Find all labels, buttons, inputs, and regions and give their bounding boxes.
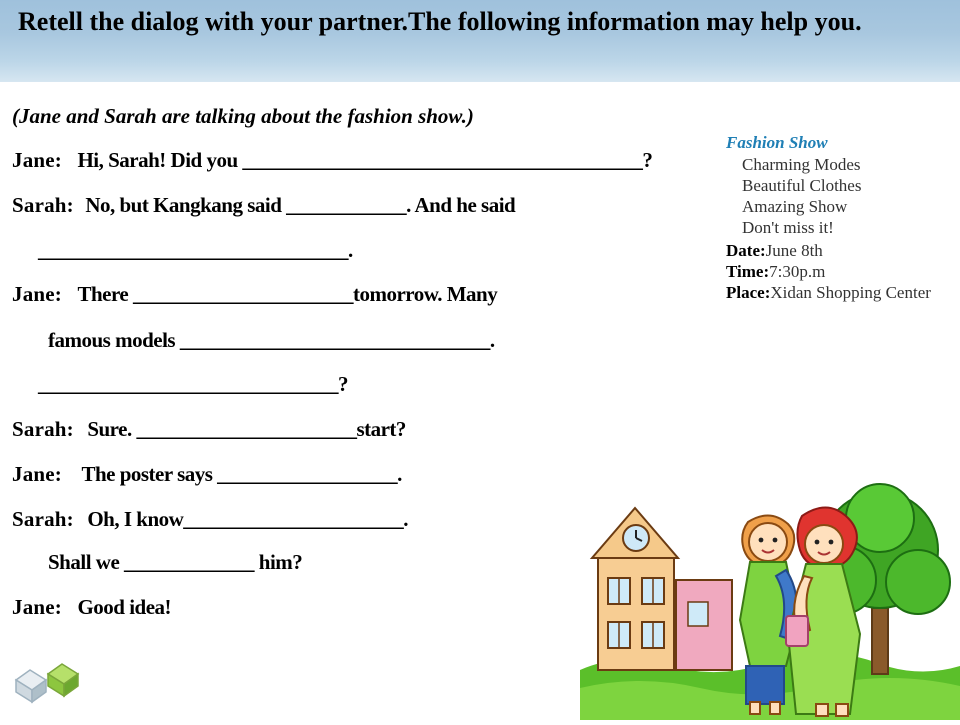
dialog-text: Sure. ______________________start? xyxy=(87,417,406,441)
fashion-show-poster xyxy=(726,132,944,303)
list-item: Charming Modes xyxy=(742,155,861,174)
poster-field-time xyxy=(726,261,944,282)
stage-direction: (Jane and Sarah are talking about the fashion show.) xyxy=(12,104,474,128)
dialog-speaker: Jane: xyxy=(12,595,62,619)
dialog-line xyxy=(12,595,171,620)
dialog-line xyxy=(12,282,497,307)
dialog-speaker: Jane: xyxy=(12,148,62,172)
poster-field-value: June 8th xyxy=(765,241,823,260)
dialog-speaker: Jane: xyxy=(12,462,62,486)
dialog-line xyxy=(12,462,402,487)
house-shape xyxy=(592,508,732,670)
dialog-text: Good idea! xyxy=(77,595,172,619)
dialog-speaker: Sarah: xyxy=(12,417,74,441)
dialog-line xyxy=(12,507,408,532)
poster-field-value: Xidan Shopping Center xyxy=(770,283,931,302)
page-title: Retell the dialog with your partner.The following information may help you. xyxy=(18,7,862,36)
dialog-speaker: Sarah: xyxy=(12,193,74,217)
poster-title: Fashion Show xyxy=(726,133,828,152)
dialog-text: No, but Kangkang said ____________. And he said xyxy=(85,193,516,217)
dialog-line xyxy=(48,550,302,575)
dialog-text: ______________________________? xyxy=(38,372,348,396)
poster-field-label: Time: xyxy=(726,262,770,281)
list-item: Don't miss it! xyxy=(742,218,834,237)
dialog-text: The poster says __________________. xyxy=(81,462,402,486)
list-item: Amazing Show xyxy=(742,197,848,216)
dialog-text: Oh, I know______________________. xyxy=(87,507,409,531)
illustration-two-girls-house xyxy=(580,430,960,720)
logo-svg xyxy=(8,646,84,708)
poster-field-place xyxy=(726,282,944,303)
dialog-line xyxy=(48,328,495,353)
dialog-line xyxy=(38,372,348,397)
poster-field-value: 7:30p.m xyxy=(769,262,826,281)
dialog-speaker: Jane: xyxy=(12,282,62,306)
dialog-line xyxy=(12,193,515,218)
slide-header xyxy=(0,0,960,82)
girl-right-figure xyxy=(786,507,860,716)
dialog-text: _______________________________. xyxy=(38,238,353,262)
dialog-line xyxy=(12,148,652,173)
illustration-svg xyxy=(580,430,960,720)
dialog-text: Shall we _____________ him? xyxy=(48,550,303,574)
dialog-speaker: Sarah: xyxy=(12,507,74,531)
dialog-text: Hi, Sarah! Did you ________________________________________? xyxy=(77,148,653,172)
poster-bullet-list xyxy=(726,154,944,238)
dialog-line xyxy=(38,238,353,263)
poster-field-label: Place: xyxy=(726,283,771,302)
poster-field-label: Date: xyxy=(726,241,766,260)
dialog-line xyxy=(12,417,406,442)
dialog-text: famous models _______________________________. xyxy=(48,328,495,352)
list-item: Beautiful Clothes xyxy=(742,176,862,195)
decorative-logo xyxy=(8,646,84,708)
poster-field-date xyxy=(726,240,944,261)
dialog-text: There ______________________tomorrow. Many xyxy=(77,282,498,306)
